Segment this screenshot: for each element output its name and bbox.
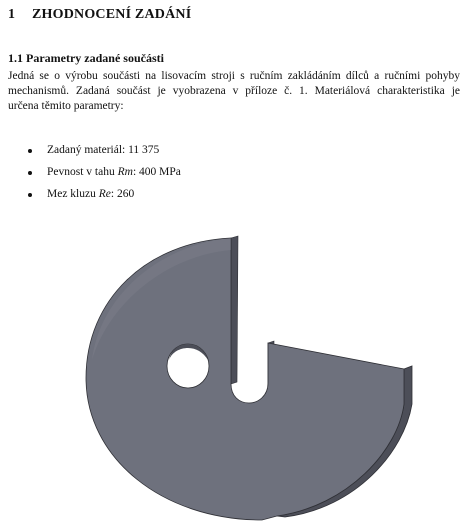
item-label: Zadaný materiál: — [47, 144, 129, 156]
chapter-heading — [8, 7, 191, 23]
chapter-number: 1 — [8, 7, 16, 22]
paragraph-line: Jedná se o výrobu součásti na lisovacím stroji s ručním zakládáním dílců a ručními pohyby — [8, 70, 460, 82]
paragraph-line: mechanismů. Zadaná součást je vyobrazena v příloze č. 1. Materiálová charakteristika je — [8, 85, 460, 97]
item-value: 11 375 — [128, 144, 160, 156]
list-item-yield-strength — [28, 183, 181, 205]
list-item-tensile-strength — [28, 161, 181, 183]
item-value: : 260 — [110, 188, 135, 200]
material-parameters-list — [28, 139, 181, 205]
slot-side-wall — [231, 236, 238, 384]
part-3d-render — [0, 220, 468, 525]
description-paragraph — [8, 69, 460, 114]
part-front-face — [86, 238, 404, 520]
paragraph-line: určena těmito parametry: — [8, 100, 124, 112]
item-symbol: Rm — [117, 166, 133, 178]
item-value: : 400 MPa — [132, 166, 181, 178]
item-label: Pevnost v tahu — [47, 166, 118, 178]
section-heading: 1.1 Parametry zadané součásti — [8, 51, 164, 65]
item-symbol: Re — [98, 188, 111, 200]
item-label: Mez kluzu — [47, 188, 99, 200]
chapter-title: ZHODNOCENÍ ZADÁNÍ — [32, 7, 192, 22]
list-item-material — [28, 139, 181, 161]
